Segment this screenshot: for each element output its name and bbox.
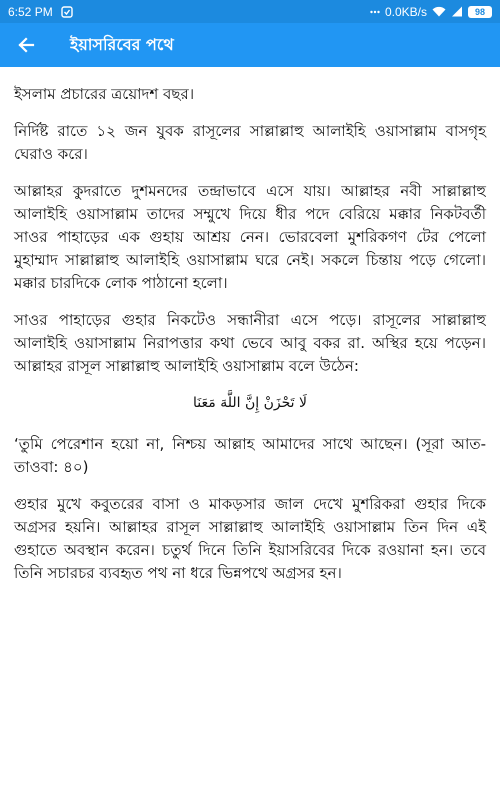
wifi-icon [432, 6, 446, 17]
battery-indicator: 98 [468, 6, 492, 18]
status-time: 6:52 PM [8, 4, 53, 19]
more-dots-icon [370, 10, 380, 14]
arabic-verse: لَا تَحْزَنْ إِنَّ اللَّهَ مَعَنَا [193, 395, 307, 411]
status-left [8, 5, 73, 19]
paragraph: আল্লাহর কুদরাতে দুশমনদের তন্দ্রাভাবে এসে যায়। আল্লাহর নবী সাল্লাল্লাহু আলাইহি ওয়াসাল্লাম তাদের সম্মুখে দিয়ে ধীর পদে বেরিয়ে মক্কার নিকটবর্তী সাওর পাহাড়ের এক গুহায় আশ্রয় নেন। ভোরবেলা মুশরিকগণ টের পেলো মুহাম্মাদ সাল্লাল্লাহু আলাইহি ওয়াসাল্লাম ঘরে নেই। সকলে চিন্তায় পড়ে গেলো। মক্কার চারদিকে লোক পাঠানো হলো। [14, 182, 486, 292]
paragraph: নির্দিষ্ট রাতে ১২ জন যুবক রাসূলের সাল্লাল্লাহু আলাইহি ওয়াসাল্লাম বাসগৃহ ঘেরাও করে। [14, 122, 486, 163]
arrow-left-icon [17, 36, 35, 54]
article-content [0, 67, 500, 585]
page-title: ইয়াসরিবের পথে [70, 34, 174, 54]
notification-app-icon [61, 6, 73, 18]
cellular-signal-icon [451, 6, 463, 17]
paragraph: গুহার মুখে কবুতরের বাসা ও মাকড়সার জাল দেখে মুশরিকরা গুহার দিকে অগ্রসর হয়নি। আল্লাহর রাসূল সাল্লাল্লাহু আলাইহি ওয়াসাল্লাম তিন দিন এই গুহাতে অবস্থান করেন। চতুর্থ দিনে তিনি ইয়াসরিবের দিকে রওয়ানা হন। তবে তিনি সচারচর ব্যবহৃত পথ না ধরে ভিন্নপথে অগ্রসর হন। [14, 495, 486, 582]
paragraph: ইসলাম প্রচারের ত্রয়োদশ বছর। [14, 85, 195, 103]
back-button[interactable] [12, 31, 40, 59]
status-bar [0, 0, 500, 23]
network-speed: 0.0KB/s [384, 4, 427, 19]
status-right [370, 5, 492, 19]
app-bar [0, 23, 500, 67]
verse-translation: ‘তুমি পেরেশান হয়ো না, নিশ্চয় আল্লাহ আমাদের সাথে আছেন। (সূরা আত-তাওবা: ৪০) [14, 435, 486, 476]
paragraph: সাওর পাহাড়ের গুহার নিকটেও সন্ধানীরা এসে পড়ে। রাসূলের সাল্লাল্লাহু আলাইহি ওয়াসাল্লাম নিরাপত্তার কথা ভেবে আবু বকর রা. অস্থির হয়ে পড়েন। আল্লাহর রাসূল সাল্লাল্লাহু আলাইহি ওয়াসাল্লাম বলে উঠেন: [14, 311, 486, 375]
